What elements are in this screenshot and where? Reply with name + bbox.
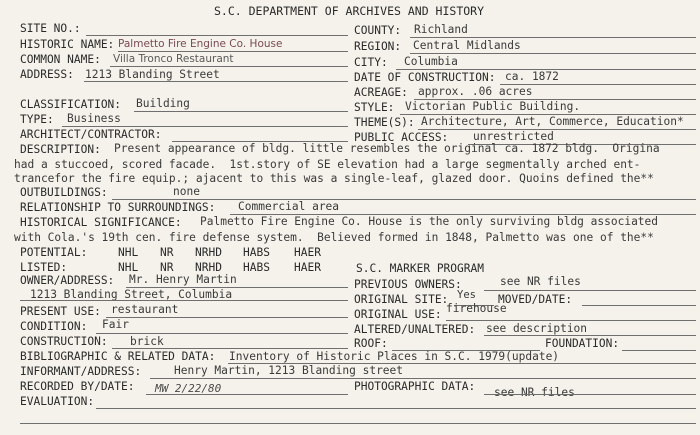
themes-line	[418, 129, 696, 130]
marker-program-label: S.C. MARKER PROGRAM	[356, 262, 484, 275]
type-label: TYPE:	[20, 113, 54, 126]
public-access-label: PUBLIC ACCESS:	[354, 131, 449, 144]
owner-address-line	[20, 300, 348, 301]
construction-label: CONSTRUCTION:	[20, 335, 108, 348]
county-value: Richland	[414, 23, 468, 36]
present-use-label: PRESENT USE:	[20, 305, 101, 318]
address-line	[84, 81, 348, 82]
previous-owners-line	[484, 290, 696, 291]
date-of-construction-label: DATE OF CONSTRUCTION:	[354, 71, 496, 84]
previous-owners-value: see NR files	[500, 275, 581, 288]
owner-label: OWNER/ADDRESS:	[20, 274, 115, 287]
classification-value: Building	[136, 97, 190, 110]
region-value: Central Midlands	[413, 39, 521, 52]
site-no-line	[86, 35, 348, 36]
bibliographic-value: Inventory of Historic Places in S.C. 1979(update)	[229, 350, 560, 363]
outbuildings-label: OUTBUILDINGS:	[20, 186, 108, 199]
present-use-line	[106, 317, 348, 318]
listed-label: LISTED:	[20, 261, 68, 274]
listed-nr: NR	[160, 261, 174, 274]
address-label: ADDRESS:	[20, 68, 74, 81]
classification-line	[134, 111, 348, 112]
potential-habs: HABS	[243, 246, 270, 259]
potential-nhl: NHL	[118, 246, 139, 259]
architect-label: ARCHITECT/CONTRACTOR:	[20, 128, 162, 141]
agency-header: S.C. DEPARTMENT OF ARCHIVES AND HISTORY	[214, 4, 485, 18]
county-label: COUNTY:	[354, 24, 402, 37]
foundation-label: FOUNDATION:	[545, 337, 620, 350]
potential-label: POTENTIAL:	[20, 246, 88, 259]
common-name-line	[110, 66, 348, 67]
site-no-label: SITE NO.:	[20, 22, 81, 35]
present-use-value: restaurant	[111, 303, 179, 316]
roof-label: ROOF:	[354, 337, 388, 350]
description-line-1: Present appearance of bldg. little resembles the original ca. 1872 bldg. Origina	[114, 142, 660, 155]
owner-value: Mr. Henry Martin	[129, 273, 237, 286]
date-of-construction-value: ca. 1872	[505, 70, 559, 83]
region-label: REGION:	[354, 40, 402, 53]
moved-date-line	[582, 305, 696, 306]
outbuildings-line	[112, 199, 696, 200]
photographic-line	[484, 394, 696, 395]
original-site-label: ORIGINAL SITE:	[354, 293, 449, 306]
original-use-line	[446, 320, 696, 321]
potential-nrhd: NRHD	[195, 246, 222, 259]
moved-date-label: MOVED/DATE:	[498, 293, 573, 306]
original-use-value: firehouse	[446, 302, 507, 315]
description-line-2: had a stuccoed, scored facade. 1st.story of SE elevation had a large segmentally arched ent-	[14, 158, 641, 171]
informant-value: Henry Martin, 1213 Blanding street	[174, 364, 404, 377]
type-value: Business	[67, 112, 121, 125]
original-use-label: ORIGINAL USE:	[354, 308, 442, 321]
classification-label: CLASSIFICATION:	[20, 98, 122, 111]
historic-name-label: HISTORIC NAME:	[20, 38, 115, 51]
condition-line	[96, 333, 348, 334]
style-label: STYLE:	[354, 101, 395, 114]
listed-nrhd: NRHD	[195, 261, 222, 274]
photographic-value: see NR files	[494, 386, 575, 399]
city-value: Columbia	[404, 55, 458, 68]
recorded-by-line	[146, 394, 348, 395]
potential-nr: NR	[160, 246, 174, 259]
informant-line	[150, 378, 696, 379]
photographic-label: PHOTOGRAPHIC DATA:	[354, 380, 476, 393]
condition-value: Fair	[102, 318, 129, 331]
style-value: Victorian Public Building.	[405, 100, 581, 113]
foundation-line	[622, 350, 696, 351]
listed-habs: HABS	[243, 261, 270, 274]
relationship-value: Commercial area	[238, 200, 340, 213]
evaluation-line-1	[96, 408, 696, 409]
significance-label: HISTORICAL SIGNIFICANCE:	[20, 216, 182, 229]
construction-line	[112, 348, 348, 349]
description-label: DESCRIPTION:	[20, 143, 101, 156]
historic-name-line	[118, 51, 348, 52]
potential-haer: HAER	[294, 246, 321, 259]
informant-label: INFORMANT/ADDRESS:	[20, 365, 142, 378]
themes-value: Architecture, Art, Commerce, Education*	[421, 115, 684, 128]
relationship-label: RELATIONSHIP TO SURROUNDINGS:	[20, 201, 216, 214]
construction-value: brick	[130, 335, 164, 348]
common-name-stamp: Villa Tronco Restaurant	[113, 53, 234, 65]
recorded-by-value: MW 2/22/80	[155, 382, 222, 395]
significance-line-1: Palmetto Fire Engine Co. House is the only surviving bldg associated	[200, 215, 659, 228]
description-line-3: trancefor the fire equip.; ajacent to this was a single-leaf, glazed door. Quoins defined the**	[14, 172, 654, 185]
historic-name-stamp: Palmetto Fire Engine Co. House	[118, 38, 283, 50]
condition-label: CONDITION:	[20, 320, 88, 333]
acreage-value: approx. .06 acres	[418, 85, 533, 98]
recorded-by-label: RECORDED BY/DATE:	[20, 380, 135, 393]
altered-label: ALTERED/UNALTERED:	[354, 323, 476, 336]
evaluation-label: EVALUATION:	[20, 395, 95, 408]
public-access-value: unrestricted	[473, 130, 554, 143]
region-line	[410, 53, 696, 54]
address-value: 1213 Blanding Street	[85, 68, 220, 81]
altered-value: see description	[486, 322, 588, 335]
acreage-label: ACREAGE:	[354, 86, 408, 99]
evaluation-line-2	[20, 423, 696, 424]
common-name-label: COMMON NAME:	[20, 53, 101, 66]
themes-label: THEME(S):	[354, 116, 415, 129]
listed-nhl: NHL	[118, 261, 139, 274]
county-line	[410, 37, 696, 38]
previous-owners-label: PREVIOUS OWNERS:	[354, 278, 462, 291]
city-label: CITY:	[354, 56, 388, 69]
listed-haer: HAER	[294, 261, 321, 274]
original-site-value: Yes	[457, 289, 476, 301]
type-line	[62, 126, 348, 127]
owner-address: 1213 Blanding Street, Columbia	[30, 288, 233, 301]
significance-line-2: with Cola.'s 19th cen. fire defense system. Believed formed in 1848, Palmetto was one of the**	[14, 231, 654, 244]
outbuildings-value: none	[173, 185, 200, 198]
bibliographic-label: BIBLIOGRAPHIC & RELATED DATA:	[20, 350, 216, 363]
altered-line	[484, 335, 696, 336]
